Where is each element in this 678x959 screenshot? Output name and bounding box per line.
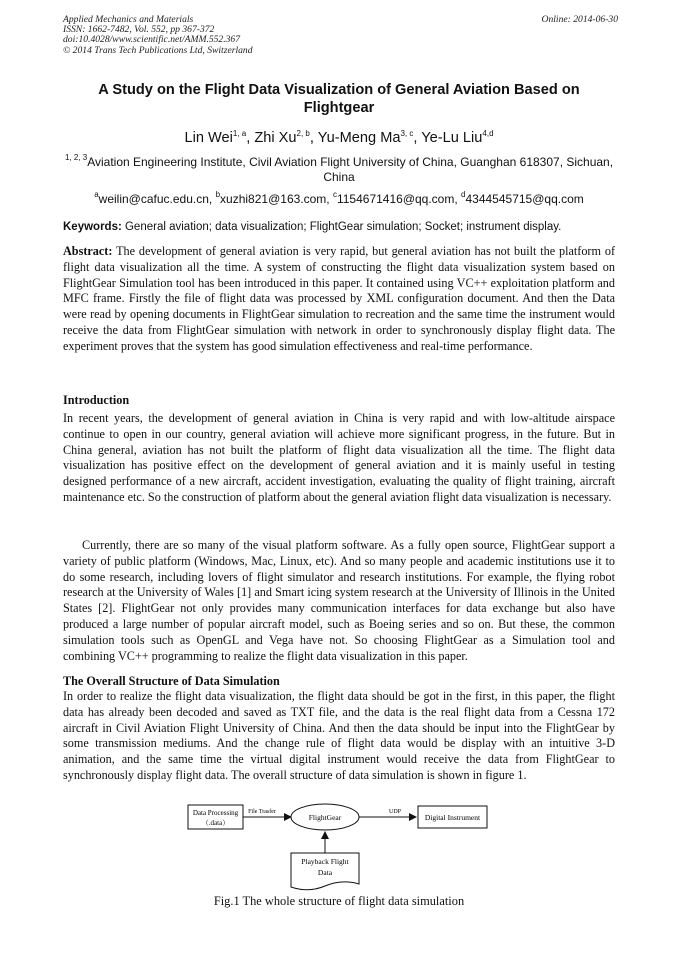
section-heading-introduction: Introduction [63,393,130,407]
abstract-label: Abstract: [63,244,113,258]
journal-name: Applied Mechanics and Materials [63,14,194,25]
author: Yu-Meng Ma$^{3, c}$, [317,129,422,146]
abstract-text: The development of general aviation is very rapid, but general aviation has not built the platform of flight data visualization all the time. A system of constructing the flight data visualization system based on FlightGear Simulation tool has been introduced in this paper. It contained using VC++ exploitation platform and MFC frame. Firstly the file of flight data was processed by XML configuration document. And then the Data were read by opening documents in FlightGear simulation to recreation and the same time the instrument would receive the data from FlightGear simulation with network in order to synchronously display flight data. The experiment proves that the system has good simulation effectiveness and real-time performance. [63,244,615,353]
email: $^a$weilin@cafuc.edu.cn, [94,190,216,206]
author: Zhi Xu$^{2, b}$, [254,129,318,146]
playback-label-data: Data [317,868,333,877]
email: $^d$4344545715@qq.com [461,190,584,206]
paper-title: A Study on the Flight Data Visualization of General Aviation Based on Flightgear [98,82,580,116]
email: $^b$xuzhi821@163.com, [215,190,333,206]
issn: ISSN: 1662-7482, Vol. 552, pp 367-372 [63,24,215,36]
keywords-text: General aviation; data visualization; FlightGear simulation; Socket; instrument display. [121,221,562,233]
arrow-file-transfer-label: File Trasfer [248,809,276,815]
doi: doi:10.4028/www.scientific.net/AMM.552.367 [63,34,241,46]
email: $^c$1154671416@qq.com, [332,190,462,206]
data-processing-label: Data Processing [192,809,239,817]
affiliation: $^{1, 2, 3}$Aviation Engineering Institute, Civil Aviation Flight University of China, Guanghan 618307, Sichuan, China [64,153,614,184]
intro-paragraph-1: In recent years, the development of general aviation in China is very rapid and with low-altitude airspace continue to open in our country, general aviation will achieve more significant progress, in the future. But in China general, aviation has not built the platform of flight data visualization all the time. The flight data visualization has positive effect on the development of general aviation and it is mainly useful in testing designed performance of a new aircraft, accident investigation, evaluating the quality of flight training, aircraft maintenance etc. So the construction of platform about the general aviation flight data visualization is necessary. [63,411,615,504]
author: Ye-Lu Liu$^{4,d}$ [421,129,494,146]
structure-paragraph-1: In order to realize the flight data visualization, the flight data should be got in the first, in this paper, the flight data has already been decoded and saved as TXT file, and the data is the real flight data from a Cessna 172 aircraft in Civil Aviation Flight University of China. And then the data should be input into the FlightGear by some transmission mediums. And the change rule of flight data would be display with an intuitive 3-D animation, and the same time the virtual digital instrument would receive the data from FlightGear to synchronously display flight data. The overall structure of data simulation is shown in figure 1. [63,689,615,782]
online-date: Online: 2014-06-30 [541,14,618,25]
copyright: © 2014 Trans Tech Publications Ltd, Switzerland [63,44,253,56]
author: Lin Wei$^{1, a}$, [184,129,255,146]
digital-instrument-label: Digital Instrument [424,813,481,822]
data-processing-format: （.data） [201,819,230,827]
flightgear-label: FlightGear [308,813,342,822]
arrow-udp-label: UDP [388,809,402,815]
section-heading-structure: The Overall Structure of Data Simulation [63,674,280,688]
playback-label: Playback Flight [301,857,349,866]
keywords-label: Keywords: [63,221,122,233]
figure-caption: Fig.1 The whole structure of flight data simulation [213,894,465,908]
intro-paragraph-2: Currently, there are so many of the visual platform software. As a fully open source, FlightGear support a variety of public platform (Windows, Mac, Linux, etc). And so many people and academic institutions use it to do some research, including lovers of flight simulator and research institutions. For example, the flying robot research at the University of Wales [1] and Smart icing system research at the University of Illinois in the United States [2]. FlightGear not only provides many communication interfaces for data exchange but also have produced a large number of popular aircraft model, such as Boeing series and so on. But these, the common simulation tools such as OpenGL and Vega have not. So choosing FlightGear as a Simulation tool and combining VC++ programming to realize the flight data visualization in this paper. [63,538,615,663]
